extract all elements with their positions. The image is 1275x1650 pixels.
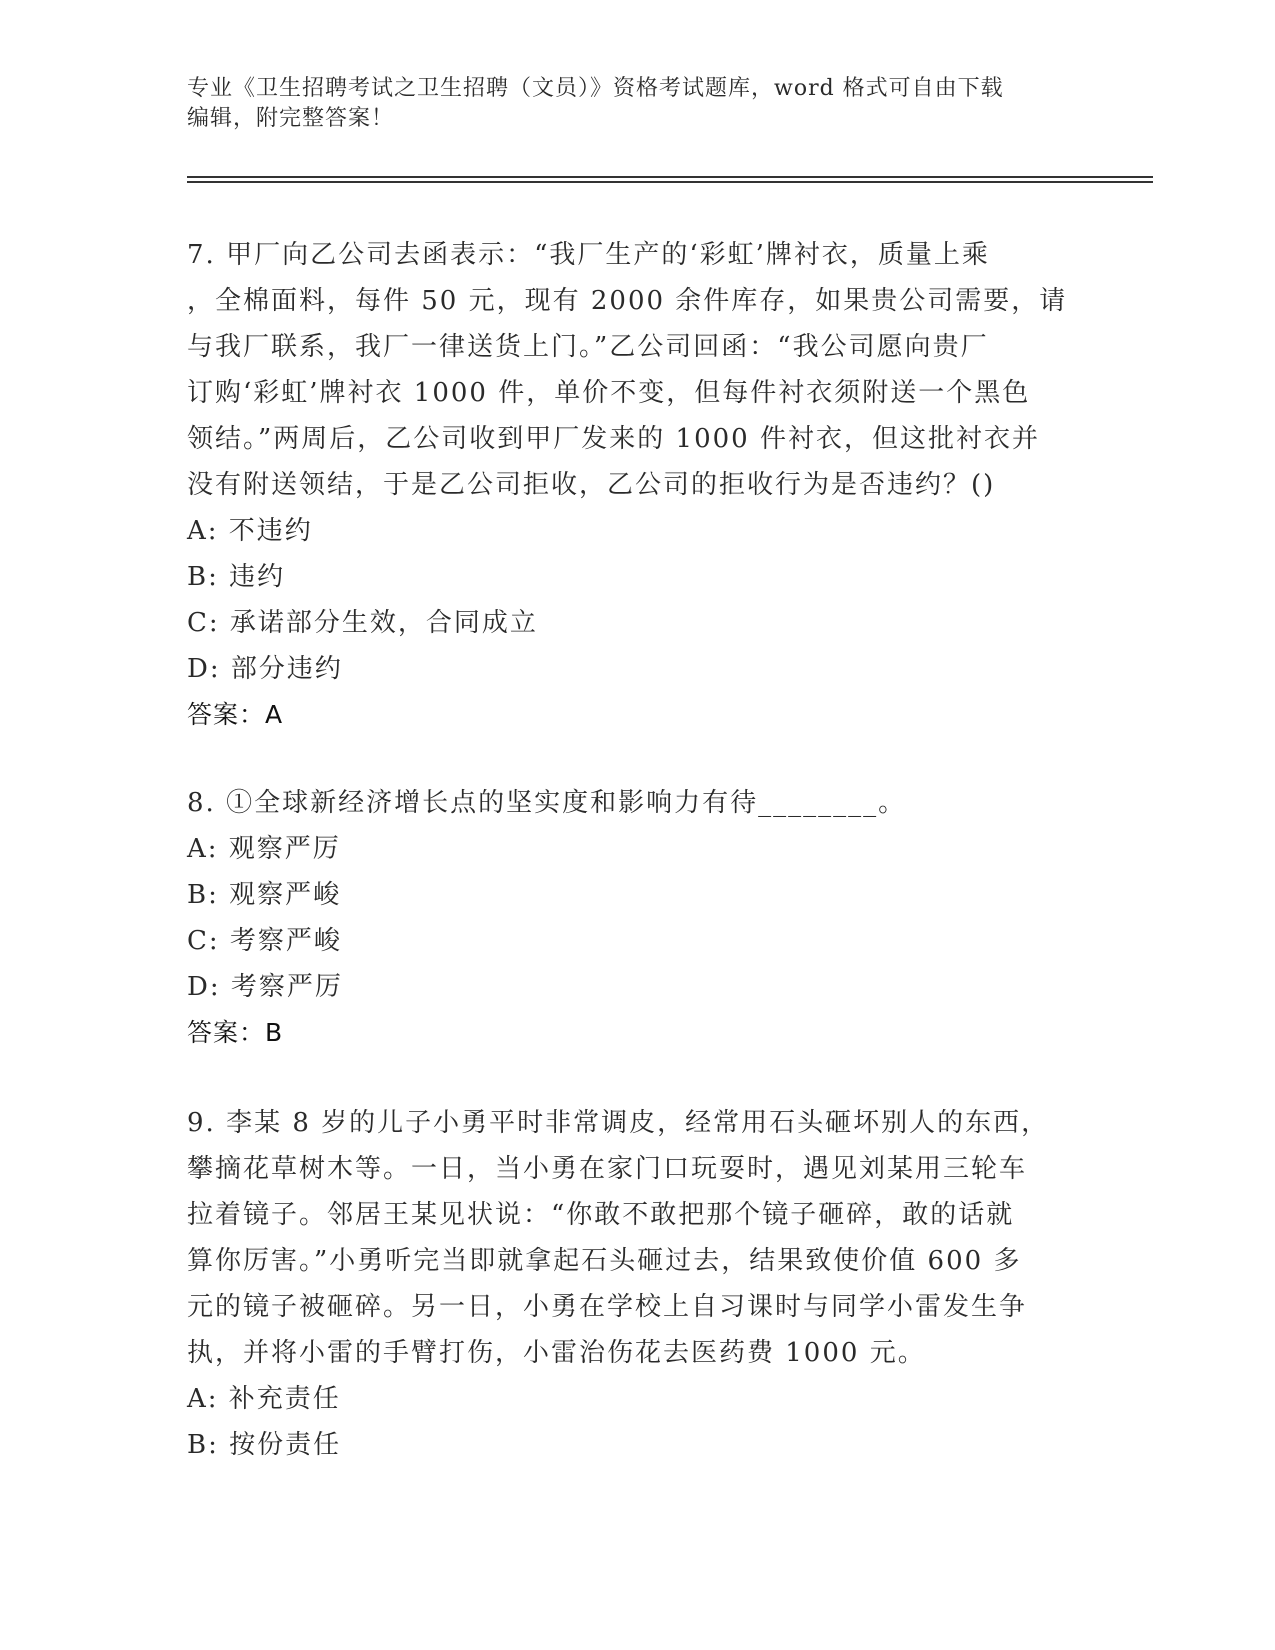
answer-label: 答案：B [187,1018,284,1047]
question-text-line: 拉着镜子。邻居王某见状说：“你敢不敢把那个镜子砸碎，敢的话就 [187,1200,1015,1230]
option-d: D: 考察严厉 [187,972,343,1002]
answer-label: 答案：A [187,700,284,729]
header-line: 专业《卫生招聘考试之卫生招聘（文员）》资格考试题库，word 格式可自由下载 [187,76,1004,101]
question-text-line: 领结。”两周后，乙公司收到甲厂发来的 1000 件衬衣，但这批衬衣并 [187,424,1040,454]
option-a: A: 不违约 [187,516,313,546]
header-divider [187,176,1153,178]
question-9 [187,1100,1087,1468]
option-a: A: 补充责任 [187,1384,341,1414]
option-c: C: 承诺部分生效，合同成立 [187,608,538,638]
option-a: A: 观察严厉 [187,834,341,864]
question-text-line: 7. 甲厂向乙公司去函表示：“我厂生产的‘彩虹’牌衬衣，质量上乘 [187,240,990,270]
header-line: 编辑，附完整答案！ [187,106,395,131]
question-text-line: 元的镜子被砸碎。另一日，小勇在学校上自习课时与同学小雷发生争 [187,1292,1028,1322]
option-b: B: 违约 [187,562,286,592]
option-b: B: 观察严峻 [187,880,342,910]
option-b: B: 按份责任 [187,1430,342,1460]
option-d: D: 部分违约 [187,654,343,684]
question-text-line: 订购‘彩虹’牌衬衣 1000 件，单价不变，但每件衬衣须附送一个黑色 [187,378,1031,408]
question-8 [187,780,1087,1056]
question-7 [187,232,1087,738]
question-text-line: 算你厉害。”小勇听完当即就拿起石头砸过去，结果致使价值 600 多 [187,1246,1022,1276]
question-text-line: ，全棉面料，每件 50 元，现有 2000 余件库存，如果贵公司需要，请 [187,286,1068,316]
question-text-line: 8. ①全球新经济增长点的坚实度和影响力有待________。 [187,788,907,818]
question-text-line: 与我厂联系，我厂一律送货上门。”乙公司回函：“我公司愿向贵厂 [187,332,989,362]
question-text-line: 没有附送领结，于是乙公司拒收，乙公司的拒收行为是否违约？() [187,470,996,500]
option-c: C: 考察严峻 [187,926,342,956]
question-text-line: 攀摘花草树木等。一日，当小勇在家门口玩耍时，遇见刘某用三轮车 [187,1154,1028,1184]
question-text-line: 执，并将小雷的手臂打伤，小雷治伤花去医药费 1000 元。 [187,1338,926,1368]
document-header [187,74,1087,134]
header-divider [187,181,1153,183]
question-text-line: 9. 李某 8 岁的儿子小勇平时非常调皮，经常用石头砸坏别人的东西， [187,1108,1050,1138]
